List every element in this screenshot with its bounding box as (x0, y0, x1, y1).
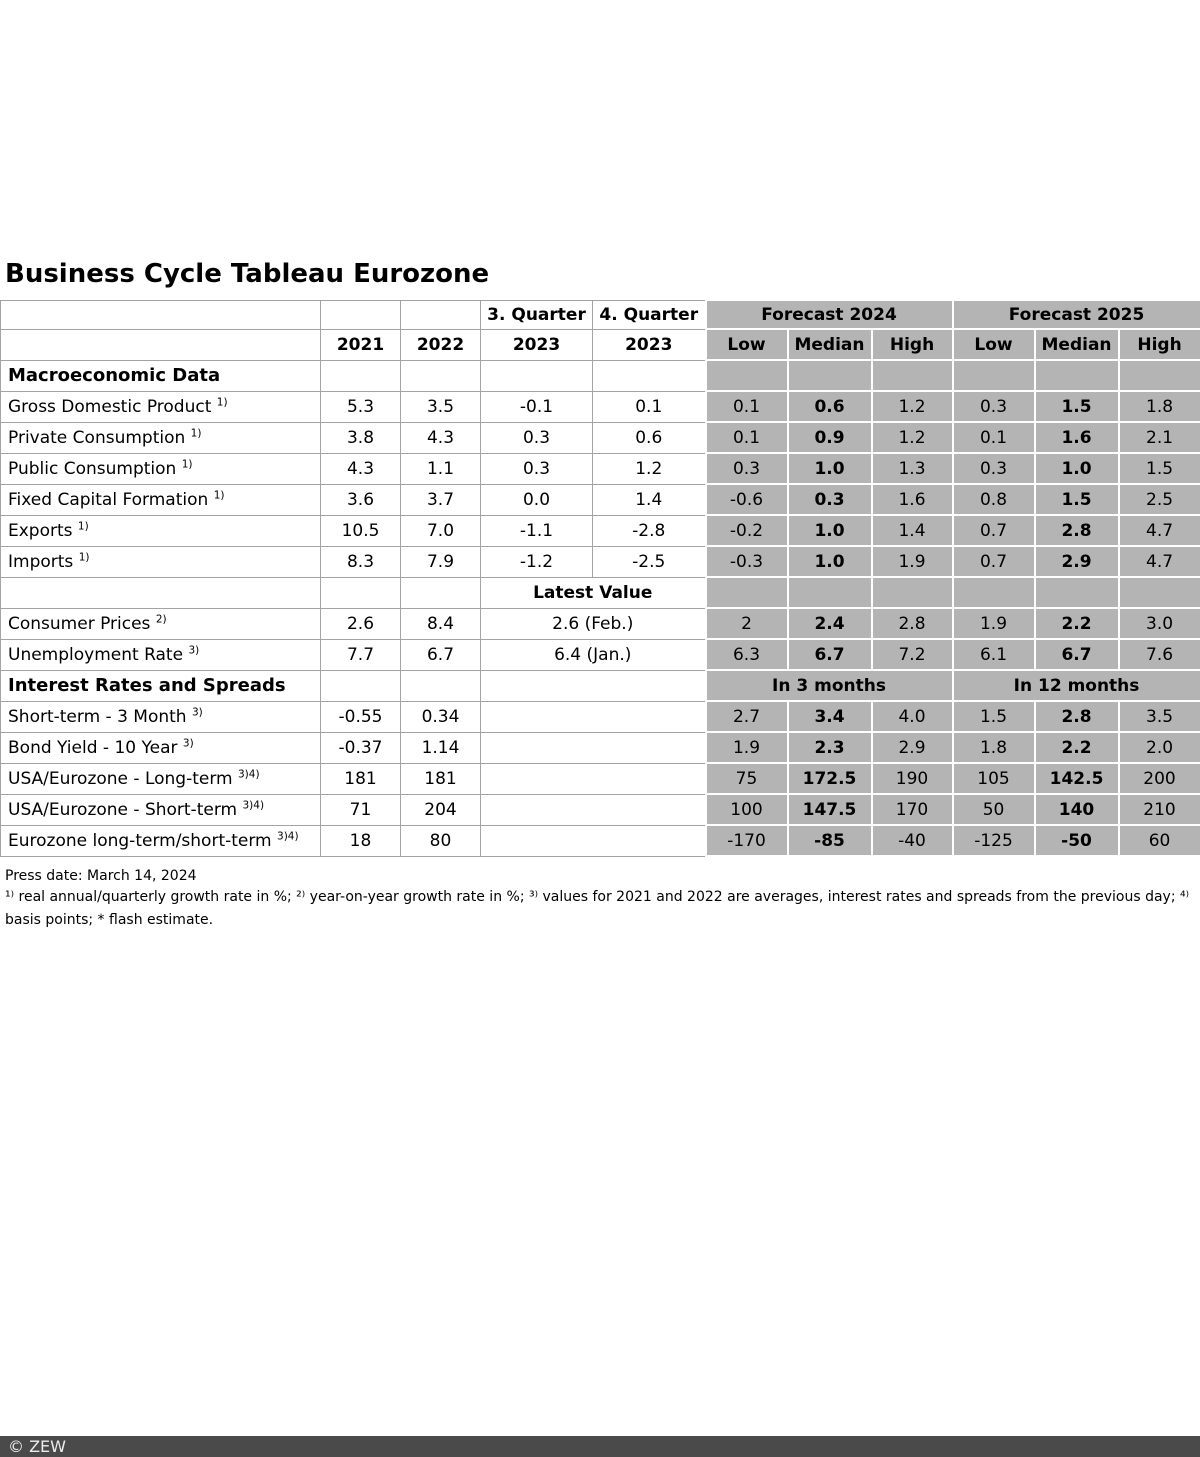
forecast-cell: 2.2 (1035, 608, 1119, 639)
forecast-cell: -0.6 (706, 484, 788, 515)
forecast-cell (1035, 577, 1119, 608)
forecast-cell: 147.5 (788, 794, 872, 825)
col-header-median-2024: Median (788, 329, 872, 360)
table-row (1, 794, 1200, 825)
table-row (1, 577, 1200, 608)
row-label: Fixed Capital Formation $^{1)}$ (1, 484, 321, 515)
latest-value-cell: 6.4 (Jan.) (481, 639, 706, 670)
forecast-cell: 100 (706, 794, 788, 825)
forecast-cell: 0.7 (953, 515, 1035, 546)
value-cell: -1.1 (481, 515, 593, 546)
forecast-cell (872, 360, 953, 391)
table-row (1, 701, 1200, 732)
forecast-cell: 2.4 (788, 608, 872, 639)
row-label: Gross Domestic Product $^{1)}$ (1, 391, 321, 422)
value-cell: 5.3 (321, 391, 401, 422)
forecast-cell: 50 (953, 794, 1035, 825)
table-row (1, 484, 1200, 515)
empty-cell (401, 360, 481, 391)
col-header-2023-q4: 2023 (593, 329, 706, 360)
value-cell: 71 (321, 794, 401, 825)
forecast-cell: 6.3 (706, 639, 788, 670)
forecast-cell: 75 (706, 763, 788, 794)
value-cell: 0.3 (481, 453, 593, 484)
forecast-cell: 0.1 (953, 422, 1035, 453)
forecast-cell: 170 (872, 794, 953, 825)
forecast-cell: -0.3 (706, 546, 788, 577)
empty-cell (481, 825, 706, 856)
row-label: Unemployment Rate $^{3)}$ (1, 639, 321, 670)
row-label: Bond Yield - 10 Year $^{3)}$ (1, 732, 321, 763)
row-label: USA/Eurozone - Long-term $^{3)4)}$ (1, 763, 321, 794)
value-cell: 0.1 (593, 391, 706, 422)
value-cell: 3.8 (321, 422, 401, 453)
forecast-cell: -170 (706, 825, 788, 856)
forecast-cell: 2.1 (1119, 422, 1200, 453)
table-row (1, 360, 1200, 391)
col-header-forecast-2024: Forecast 2024 (706, 300, 953, 329)
forecast-cell: 4.7 (1119, 546, 1200, 577)
forecast-cell (706, 360, 788, 391)
value-cell: 3.5 (401, 391, 481, 422)
forecast-cell: 1.5 (1035, 391, 1119, 422)
empty-cell (481, 732, 706, 763)
forecast-cell: 2.3 (788, 732, 872, 763)
value-cell: 8.4 (401, 608, 481, 639)
empty-cell (401, 577, 481, 608)
table-row (1, 422, 1200, 453)
value-cell: 3.6 (321, 484, 401, 515)
forecast-cell: 6.1 (953, 639, 1035, 670)
empty-cell (321, 577, 401, 608)
empty-cell (321, 670, 401, 701)
table-row (1, 825, 1200, 856)
value-cell: 0.3 (481, 422, 593, 453)
row-label: Private Consumption $^{1)}$ (1, 422, 321, 453)
value-cell: 204 (401, 794, 481, 825)
section-header: Macroeconomic Data (1, 360, 321, 391)
forecast-cell: 0.8 (953, 484, 1035, 515)
forecast-cell: -85 (788, 825, 872, 856)
forecast-cell (1119, 577, 1200, 608)
forecast-cell (706, 577, 788, 608)
value-cell: 7.9 (401, 546, 481, 577)
value-cell: 0.34 (401, 701, 481, 732)
value-cell: 10.5 (321, 515, 401, 546)
forecast-cell: 0.3 (953, 453, 1035, 484)
value-cell: 2.6 (321, 608, 401, 639)
forecast-cell: 1.0 (788, 453, 872, 484)
forecast-cell: 2.8 (1035, 515, 1119, 546)
value-cell: 181 (401, 763, 481, 794)
forecast-horizon-header: In 3 months (706, 670, 953, 701)
table-row (1, 732, 1200, 763)
forecast-cell: 3.5 (1119, 701, 1200, 732)
value-cell: 0.6 (593, 422, 706, 453)
forecast-cell: 6.7 (788, 639, 872, 670)
copyright-label: © ZEW (8, 1437, 66, 1456)
forecast-cell: 2.2 (1035, 732, 1119, 763)
forecast-cell: 1.6 (872, 484, 953, 515)
row-label: Imports $^{1)}$ (1, 546, 321, 577)
forecast-cell: 1.5 (1035, 484, 1119, 515)
forecast-cell: 1.5 (953, 701, 1035, 732)
col-header-median-2025: Median (1035, 329, 1119, 360)
empty-cell (593, 360, 706, 391)
forecast-cell (1035, 360, 1119, 391)
col-header-low-2025: Low (953, 329, 1035, 360)
forecast-cell: 4.0 (872, 701, 953, 732)
forecast-cell: -0.2 (706, 515, 788, 546)
forecast-cell: 2.7 (706, 701, 788, 732)
empty-cell (1, 329, 321, 360)
forecast-cell: 1.3 (872, 453, 953, 484)
forecast-cell: 2 (706, 608, 788, 639)
value-cell: 18 (321, 825, 401, 856)
value-cell: 1.2 (593, 453, 706, 484)
forecast-cell: 0.3 (788, 484, 872, 515)
table-row (1, 546, 1200, 577)
header-row-quarters (1, 300, 1200, 329)
col-header-2021: 2021 (321, 329, 401, 360)
forecast-cell (1119, 360, 1200, 391)
col-header-high-2025: High (1119, 329, 1200, 360)
forecast-cell: 6.7 (1035, 639, 1119, 670)
col-header-2023-q3: 2023 (481, 329, 593, 360)
empty-cell (481, 763, 706, 794)
table-row (1, 763, 1200, 794)
forecast-cell (953, 360, 1035, 391)
empty-cell (401, 300, 481, 329)
forecast-cell: 60 (1119, 825, 1200, 856)
latest-value-cell: 2.6 (Feb.) (481, 608, 706, 639)
forecast-cell: 0.1 (706, 391, 788, 422)
forecast-cell: 1.6 (1035, 422, 1119, 453)
forecast-cell: 1.8 (953, 732, 1035, 763)
forecast-cell: 1.2 (872, 422, 953, 453)
table-row (1, 391, 1200, 422)
forecast-cell: 0.6 (788, 391, 872, 422)
forecast-cell: 2.5 (1119, 484, 1200, 515)
forecast-cell: 7.2 (872, 639, 953, 670)
forecast-cell: 0.9 (788, 422, 872, 453)
forecast-cell (788, 360, 872, 391)
value-cell: -2.5 (593, 546, 706, 577)
forecast-cell: 2.8 (872, 608, 953, 639)
section-header: Interest Rates and Spreads (1, 670, 321, 701)
forecast-cell: 1.9 (872, 546, 953, 577)
row-label: Short-term - 3 Month $^{3)}$ (1, 701, 321, 732)
forecast-cell: -40 (872, 825, 953, 856)
value-cell: 6.7 (401, 639, 481, 670)
forecast-cell: 190 (872, 763, 953, 794)
value-cell: 80 (401, 825, 481, 856)
forecast-cell: 1.0 (788, 515, 872, 546)
value-cell: 181 (321, 763, 401, 794)
col-header-high-2024: High (872, 329, 953, 360)
forecast-cell: 2.8 (1035, 701, 1119, 732)
table-row (1, 639, 1200, 670)
col-header-forecast-2025: Forecast 2025 (953, 300, 1200, 329)
footer-bar (0, 1436, 1200, 1457)
empty-cell (481, 794, 706, 825)
col-header-low-2024: Low (706, 329, 788, 360)
forecast-cell: 0.7 (953, 546, 1035, 577)
value-cell: 3.7 (401, 484, 481, 515)
forecast-cell: 142.5 (1035, 763, 1119, 794)
forecast-cell: -125 (953, 825, 1035, 856)
empty-cell (401, 670, 481, 701)
empty-cell (481, 701, 706, 732)
empty-cell (321, 360, 401, 391)
table-row (1, 608, 1200, 639)
value-cell: 7.7 (321, 639, 401, 670)
footnote: ¹⁾ real annual/quarterly growth rate in %; ²⁾ year-on-year growth rate in %; ³⁾ values for 2021 and 2022 are averages, interest rates and spreads from the previous day; ⁴⁾ basis points; * flash estimate. (5, 886, 1190, 931)
row-label: Public Consumption $^{1)}$ (1, 453, 321, 484)
forecast-cell: 3.0 (1119, 608, 1200, 639)
forecast-cell (788, 577, 872, 608)
forecast-cell: 2.9 (872, 732, 953, 763)
value-cell: -2.8 (593, 515, 706, 546)
forecast-cell: 7.6 (1119, 639, 1200, 670)
empty-cell (481, 360, 593, 391)
row-label: Eurozone long-term/short-term $^{3)4)}$ (1, 825, 321, 856)
empty-cell (321, 300, 401, 329)
forecast-cell: 2.0 (1119, 732, 1200, 763)
table-body (1, 360, 1200, 856)
col-header-2022: 2022 (401, 329, 481, 360)
page-title: Business Cycle Tableau Eurozone (5, 257, 1200, 291)
value-cell: 1.4 (593, 484, 706, 515)
value-cell: -0.37 (321, 732, 401, 763)
value-cell: 1.14 (401, 732, 481, 763)
forecast-cell: 4.7 (1119, 515, 1200, 546)
value-cell: 1.1 (401, 453, 481, 484)
header-row-years (1, 329, 1200, 360)
row-label: Exports $^{1)}$ (1, 515, 321, 546)
value-cell: 8.3 (321, 546, 401, 577)
empty-cell (1, 577, 321, 608)
forecast-cell: 1.2 (872, 391, 953, 422)
forecast-cell: 210 (1119, 794, 1200, 825)
business-cycle-table (0, 299, 1200, 857)
latest-value-header: Latest Value (481, 577, 706, 608)
value-cell: 0.0 (481, 484, 593, 515)
value-cell: 7.0 (401, 515, 481, 546)
forecast-horizon-header: In 12 months (953, 670, 1200, 701)
value-cell: 4.3 (321, 453, 401, 484)
forecast-cell: 1.0 (788, 546, 872, 577)
forecast-cell: 1.4 (872, 515, 953, 546)
table-row (1, 453, 1200, 484)
forecast-cell: 0.3 (706, 453, 788, 484)
value-cell: 4.3 (401, 422, 481, 453)
forecast-cell: 172.5 (788, 763, 872, 794)
forecast-cell: 1.9 (706, 732, 788, 763)
forecast-cell: 1.0 (1035, 453, 1119, 484)
empty-cell (481, 670, 706, 701)
forecast-cell (872, 577, 953, 608)
value-cell: -0.1 (481, 391, 593, 422)
forecast-cell: 1.8 (1119, 391, 1200, 422)
forecast-cell: 0.3 (953, 391, 1035, 422)
forecast-cell: 105 (953, 763, 1035, 794)
value-cell: -0.55 (321, 701, 401, 732)
row-label: Consumer Prices $^{2)}$ (1, 608, 321, 639)
forecast-cell (953, 577, 1035, 608)
press-date: Press date: March 14, 2024 (5, 868, 1200, 884)
forecast-cell: 3.4 (788, 701, 872, 732)
empty-cell (1, 300, 321, 329)
col-header-q3: 3. Quarter (481, 300, 593, 329)
row-label: USA/Eurozone - Short-term $^{3)4)}$ (1, 794, 321, 825)
forecast-cell: 2.9 (1035, 546, 1119, 577)
value-cell: -1.2 (481, 546, 593, 577)
col-header-q4: 4. Quarter (593, 300, 706, 329)
table-row (1, 515, 1200, 546)
table-row (1, 670, 1200, 701)
forecast-cell: 200 (1119, 763, 1200, 794)
forecast-cell: 140 (1035, 794, 1119, 825)
forecast-cell: -50 (1035, 825, 1119, 856)
forecast-cell: 0.1 (706, 422, 788, 453)
forecast-cell: 1.5 (1119, 453, 1200, 484)
forecast-cell: 1.9 (953, 608, 1035, 639)
